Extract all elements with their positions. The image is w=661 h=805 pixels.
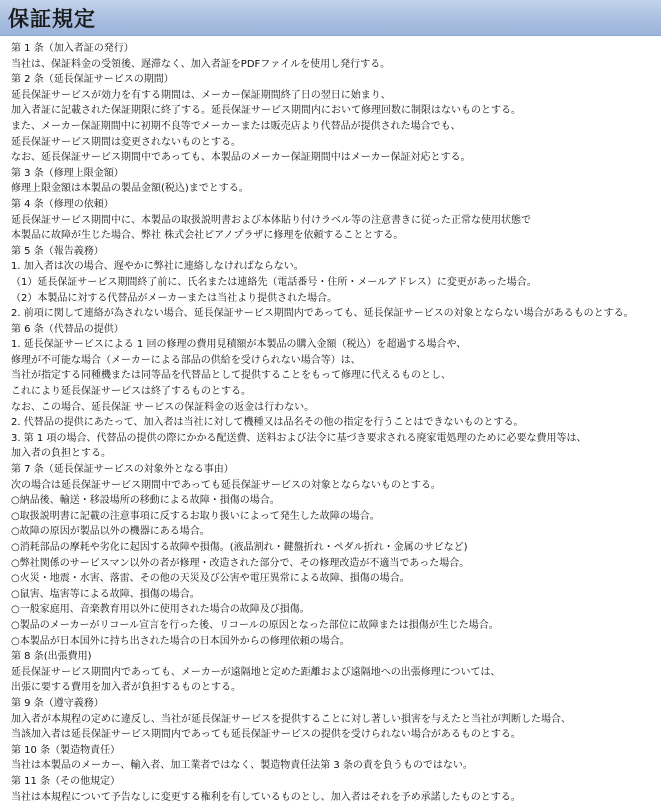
terms-line: 修理上限金額は本製品の製品金額(税込)までとする。: [11, 181, 661, 197]
terms-line: 第 6 条（代替品の提供）: [11, 322, 661, 338]
terms-line: ○取扱説明書に記載の注意事項に反するお取り扱いによって発生した故障の場合。: [11, 509, 661, 525]
terms-line: 延長保証サービス期間中に、本製品の取扱説明書および本体貼り付けラベル等の注意書きに従った正常な使用状態で: [11, 213, 661, 229]
terms-line: 第 11 条（その他規定）: [11, 774, 661, 790]
terms-line: 加入者の負担とする。: [11, 446, 661, 462]
terms-line: （1）延長保証サービス期間終了前に、氏名または連絡先（電話番号・住所・メールアドレス）に変更があった場合。: [11, 275, 661, 291]
terms-line: 第 2 条（延長保証サービスの期間）: [11, 72, 661, 88]
terms-line: 当社は、保証料金の受領後、遅滞なく、加入者証をPDFファイルを使用し発行する。: [11, 57, 661, 73]
terms-line: ○納品後、輸送・移設場所の移動による故障・損傷の場合。: [11, 493, 661, 509]
terms-line: 延長保証サービス期間は変更されないものとする。: [11, 135, 661, 151]
warranty-terms-body: [0, 36, 661, 805]
page-title: 保証規定: [8, 3, 96, 33]
page-header: [0, 0, 661, 36]
terms-line: ○一般家庭用、音楽教育用以外に使用された場合の故障及び損傷。: [11, 602, 661, 618]
terms-line: ○本製品が日本国外に持ち出された場合の日本国外からの修理依頼の場合。: [11, 634, 661, 650]
terms-line: 加入者が本規程の定めに違反し、当社が延長保証サービスを提供することに対し著しい損害を与えたと当社が判断した場合、: [11, 712, 661, 728]
terms-line: また、メーカー保証期間中に初期不良等でメーカーまたは販売店より代替品が提供された場合でも、: [11, 119, 661, 135]
terms-line: 本製品に故障が生じた場合、弊社 株式会社ピアノプラザに修理を依頼することとする。: [11, 228, 661, 244]
terms-line: 当該加入者は延長保証サービス期間内であっても延長保証サービスの提供を受けられない場合があるものとする。: [11, 727, 661, 743]
terms-line: 第 3 条（修理上限金額）: [11, 166, 661, 182]
terms-line: 第 10 条（製造物責任）: [11, 743, 661, 759]
terms-line: 当社は本製品のメーカー、輸入者、加工業者ではなく、製造物責任法第 3 条の責を負うものではない。: [11, 758, 661, 774]
terms-line: 第 4 条（修理の依頼）: [11, 197, 661, 213]
terms-line: 当社は本規程について予告なしに変更する権利を有しているものとし、加入者はそれを予め承諾したものとする。: [11, 790, 661, 805]
terms-line: なお、この場合、延長保証 サービスの保証料金の返金は行わない。: [11, 400, 661, 416]
terms-line: ○鼠害、塩害等による故障、損傷の場合。: [11, 587, 661, 603]
terms-line: ○弊社関係のサービスマン以外の者が修理・改造された部分で、その修理改造が不適当であった場合。: [11, 556, 661, 572]
terms-line: 2. 前項に関して連絡が為されない場合、延長保証サービス期間内であっても、延長保証サービスの対象とならない場合があるものとする。: [11, 306, 661, 322]
terms-line: ○故障の原因が製品以外の機器にある場合。: [11, 524, 661, 540]
terms-line: 当社が指定する同種機または同等品を代替品として提供することをもって修理に代えるものとし、: [11, 368, 661, 384]
terms-line: 1. 延長保証サービスによる 1 回の修理の費用見積額が本製品の購入金額（税込）を超過する場合や、: [11, 337, 661, 353]
terms-line: 延長保証サービス期間内であっても、メーカーが遠隔地と定めた距離および遠隔地への出張修理については、: [11, 665, 661, 681]
terms-line: 3. 第 1 項の場合、代替品の提供の際にかかる配送費、送料および法令に基づき要求される廃家電処理のために必要な費用等は、: [11, 431, 661, 447]
terms-line: 1. 加入者は次の場合、遅やかに弊社に連絡しなければならない。: [11, 259, 661, 275]
terms-line: これにより延長保証サービスは終了するものとする。: [11, 384, 661, 400]
terms-line: 出張に要する費用を加入者が負担するものとする。: [11, 680, 661, 696]
terms-line: 2. 代替品の提供にあたって、加入者は当社に対して機種又は品名その他の指定を行うことはできないものとする。: [11, 415, 661, 431]
terms-line: 第 8 条(出張費用): [11, 649, 661, 665]
terms-line: ○製品のメーカーがリコール宣言を行った後、リコールの原因となった部位に故障または損傷が生じた場合。: [11, 618, 661, 634]
terms-line: （2）本製品に対する代替品がメーカーまたは当社より提供された場合。: [11, 291, 661, 307]
terms-line: 加入者証に記載された保証期限に終了する。延長保証サービス期間内において修理回数に制限はないものとする。: [11, 103, 661, 119]
terms-line: 次の場合は延長保証サービス期間中であっても延長保証サービスの対象とならないものとする。: [11, 478, 661, 494]
terms-line: 第 9 条（遵守義務）: [11, 696, 661, 712]
terms-line: なお、延長保証サービス期間中であっても、本製品のメーカー保証期間中はメーカー保証対応とする。: [11, 150, 661, 166]
terms-line: ○火災・地震・水害、落雷、その他の天災及び公害や電圧異常による故障、損傷の場合。: [11, 571, 661, 587]
terms-line: 第 7 条（延長保証サービスの対象外となる事由）: [11, 462, 661, 478]
terms-line: 第 1 条（加入者証の発行）: [11, 41, 661, 57]
terms-line: 修理が不可能な場合（メーカーによる部品の供給を受けられない場合等）は、: [11, 353, 661, 369]
terms-line: 第 5 条（報告義務）: [11, 244, 661, 260]
terms-line: 延長保証サービスが効力を有する期間は、メーカー保証期間終了日の翌日に始まり、: [11, 88, 661, 104]
terms-line: ○消耗部品の摩耗や劣化に起因する故障や損傷。(液晶割れ・鍵盤折れ・ペダル折れ・金属のサビなど): [11, 540, 661, 556]
